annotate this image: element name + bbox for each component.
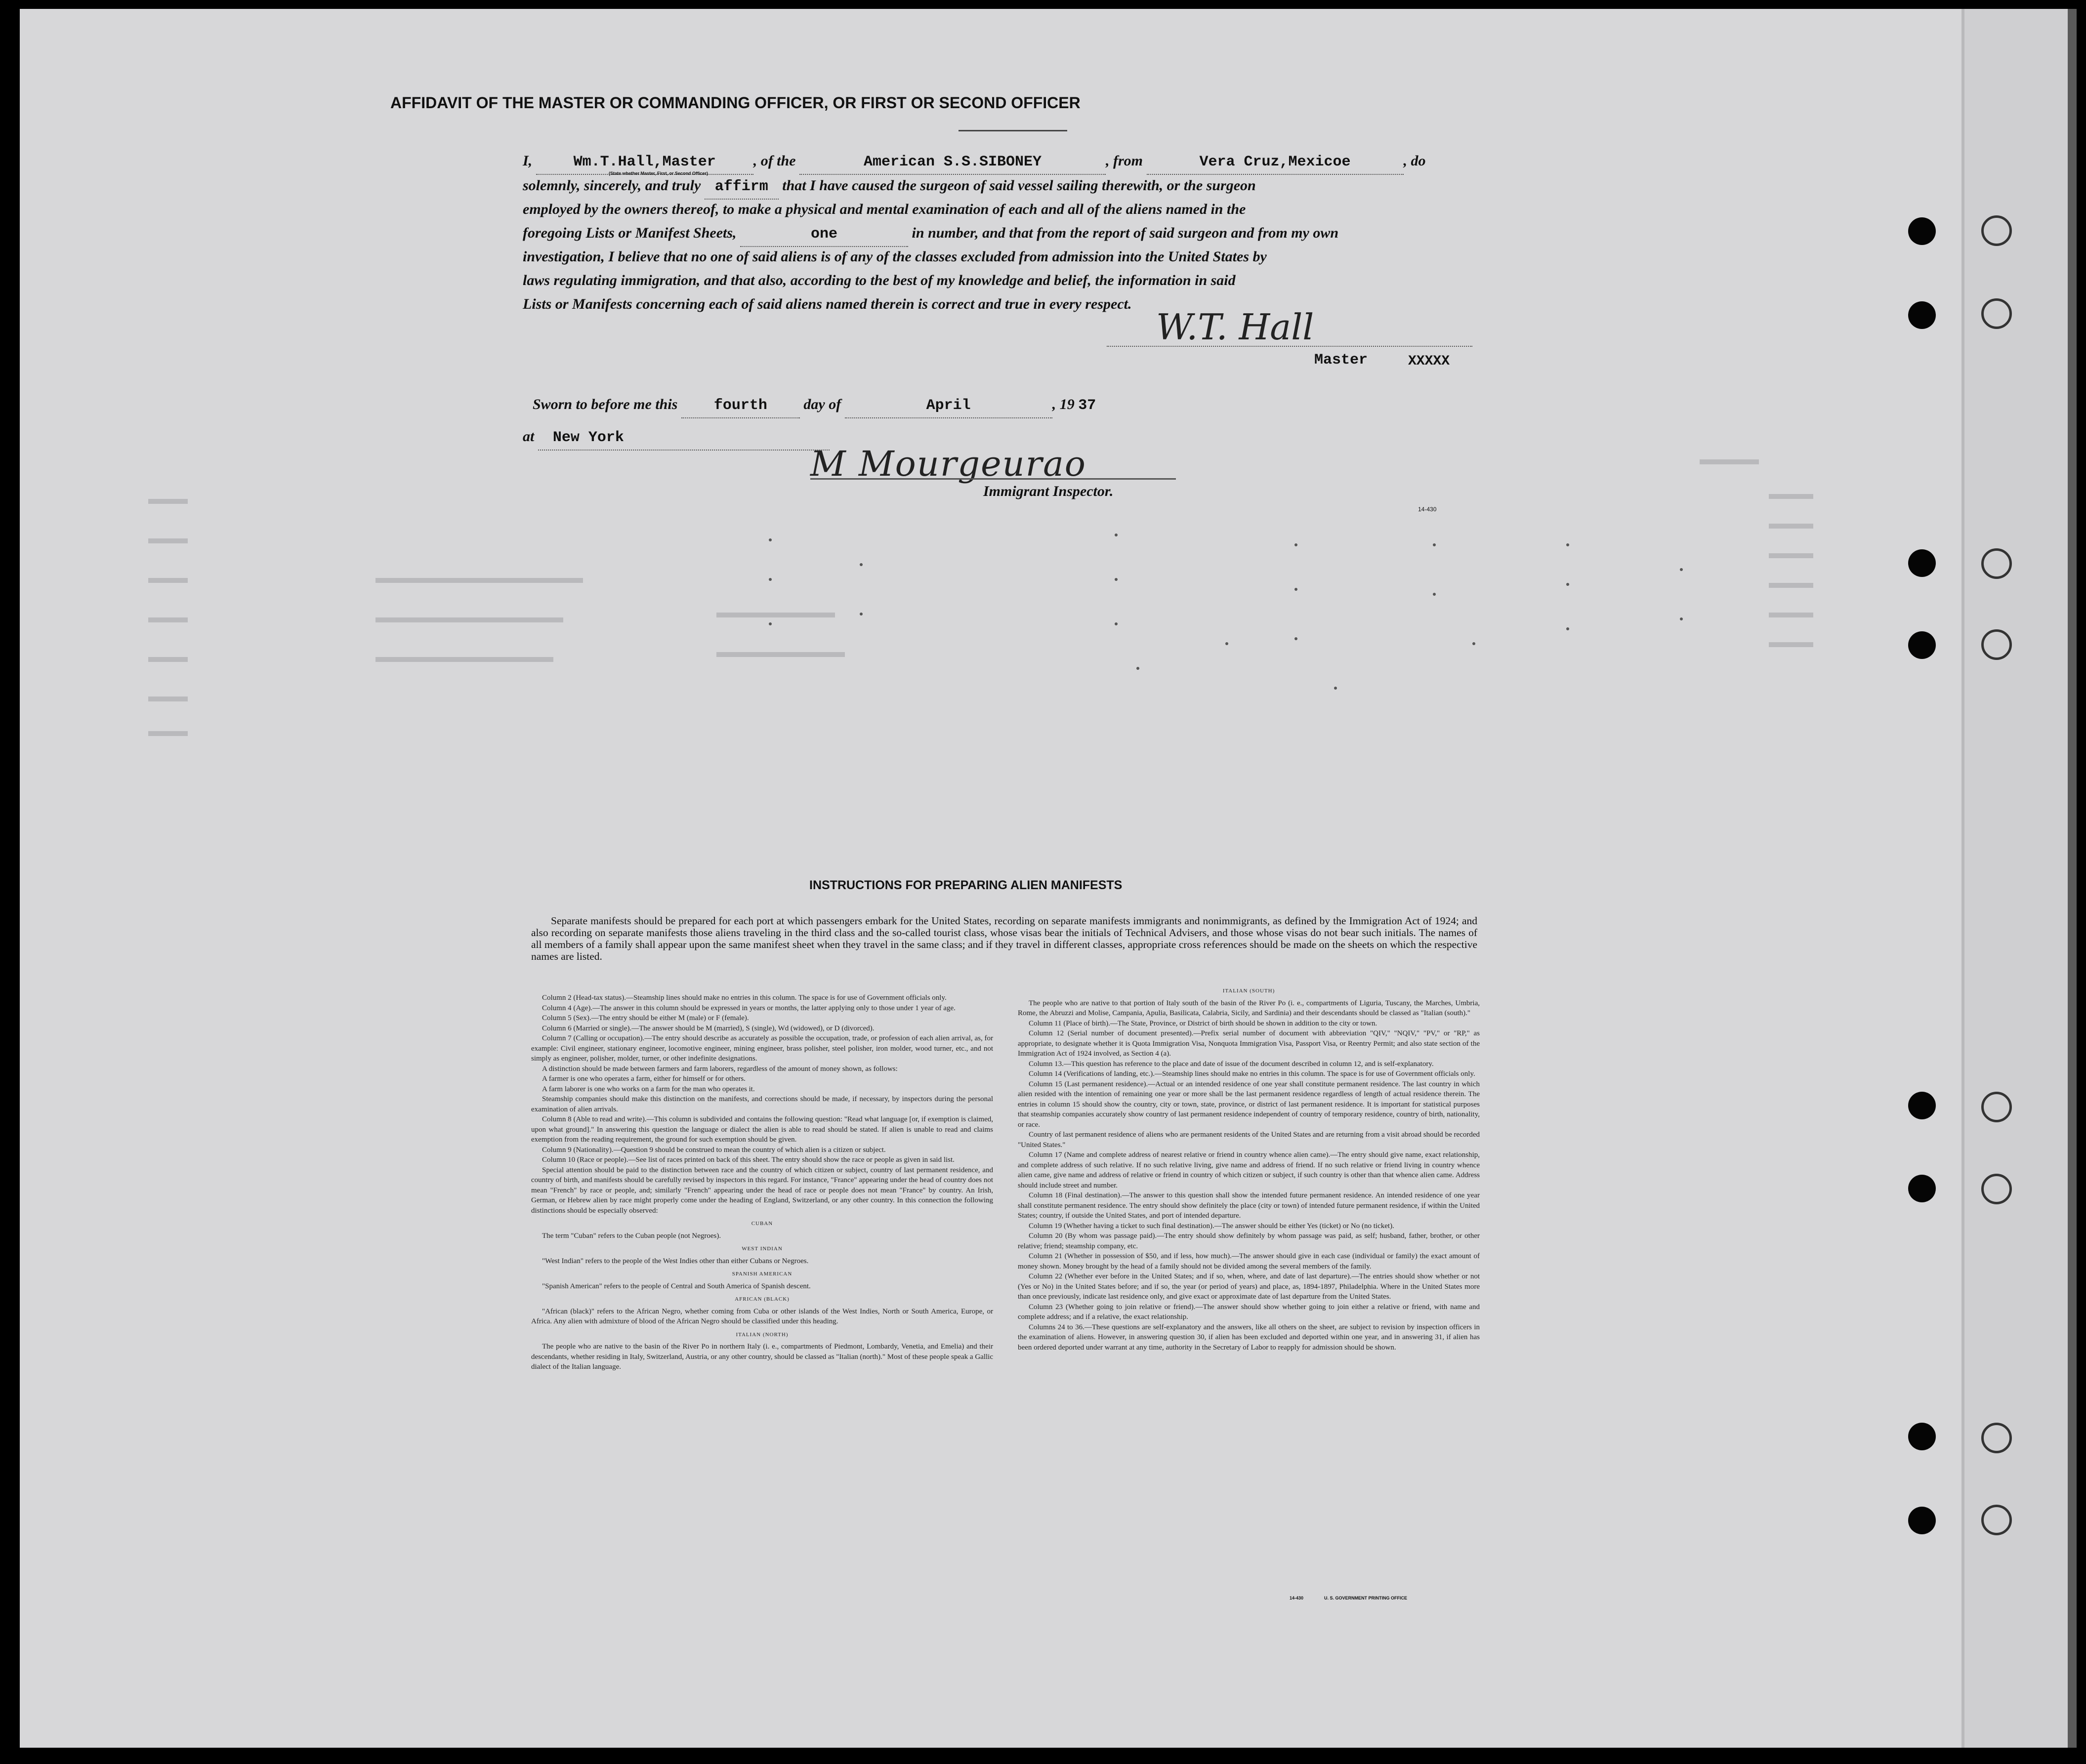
inspector-signature-line [810, 478, 1176, 480]
day-of-label: day of [803, 396, 841, 412]
instruction-paragraph: Column 9 (Nationality).—Question 9 should be construed to mean the country of which alien is a citizen or subject. [542, 1146, 886, 1154]
affidavit-line-4 [523, 221, 1338, 247]
instruction-paragraph: A farm laborer is one who works on a farm for the man who operates it. [542, 1085, 755, 1093]
instruction-paragraph: Column 23 (Whether going to join relative or friend).—The answer should show whether going to join either a relative or friend, with name and complete address; and if a relative, the exact relationship. [1018, 1303, 1480, 1321]
from-label: , from [1106, 153, 1143, 169]
instructions-right-column [1018, 983, 1480, 1353]
section-paragraph: The term "Cuban" refers to the Cuban people (not Negroes). [542, 1231, 721, 1240]
place-line [523, 425, 830, 451]
binder-hole [1908, 301, 1936, 329]
instruction-paragraph: Column 7 (Calling or occupation).—The entry should describe as accurately as possible the occupation, trade, or profession of each alien arrival, as, for example: Civil engineer, stationary engineer, locomotive engineer, mining engineer, brass polisher, steel polisher, iron molder, wood turner, etc., and not simply as engineer, polisher, molder, turner, or other indefinite designations. [531, 1034, 993, 1063]
section-heading: ITALIAN (SOUTH) [1222, 988, 1275, 994]
binder-hole [1981, 1174, 2012, 1204]
binder-hole [1908, 549, 1936, 577]
line-2-start: solemnly, sincerely, and truly [523, 177, 701, 194]
instruction-paragraph: Column 18 (Final destination).—The answer to this question shall show the intended future permanent residence. An intended residence of one year shall constitute permanent residence. The entry should show definitely the place (city or town) of intended future permanent residence, if within the United States; country, if outside the United States, and port of intended departure. [1018, 1191, 1480, 1220]
affidavit-line-7: Lists or Manifests concerning each of said aliens named therein is correct and true in every respect. [523, 296, 1132, 312]
binder-hole [1981, 1505, 2012, 1535]
master-signature: W.T. Hall [1156, 306, 1314, 348]
do-label: , do [1403, 153, 1426, 169]
of-the-label: , of the [753, 153, 796, 169]
inspector-signature: M Mourgeurao [810, 444, 1086, 484]
instruction-paragraph: Special attention should be paid to the distinction between race and the country of which citizen or subject, country of last permanent residence, and country of birth, and manifests should be carefully revised by inspectors in this regard. For instance, "France" appearing under the head of country does not mean "French" by race or people, and; similarly "French" appearing under the head of race or people does not mean "France" by country. An Irish, German, or Hebrew alien by race might properly come under the heading of England, Switzerland, or any other country. In this connection the following distinctions should be especially observed: [531, 1166, 993, 1215]
title-rule [959, 130, 1067, 131]
affirm-field: affirm [705, 175, 779, 200]
affidavit-line-5: investigation, I believe that no one of said aliens is of any of the classes excluded from admission into the United States by [523, 248, 1267, 265]
instruction-paragraph: A farmer is one who operates a farm, either for himself or for others. [542, 1075, 746, 1083]
footer-form-number: 14-430 [1290, 1596, 1304, 1600]
binder-hole [1908, 217, 1936, 245]
line-2-end: that I have caused the surgeon of said vessel sailing therewith, or the surgeon [782, 177, 1256, 194]
instructions-intro: Separate manifests should be prepared for each port at which passengers embark for the United States, recording on separate manifests immigrants and nonimmigrants, as defined by the Immigration Act of 1924; and also recording on separate manifests those aliens traveling in the third class and the so-called tourist class, whose visas bear the initials of Technical Advisers, and those whose visas do not bear such initials. The names of all members of a family shall appear upon the same manifest sheet when they travel in the same class; and if they travel in different classes, appropriate cross references should be made on the sheets on which the respective names are listed. [531, 915, 1477, 962]
instruction-paragraph: A distinction should be made between farmers and farm laborers, regardless of the amount of money shown, as follows: [542, 1065, 898, 1073]
section-heading: SPANISH AMERICAN [732, 1271, 793, 1277]
affidavit-line-6: laws regulating immigration, and that also, according to the best of my knowledge and belief, the information in said [523, 272, 1236, 288]
vessel-field: American S.S.SIBONEY [799, 150, 1106, 175]
rank-caption: (State whether Master, First, or Second Officer) [609, 171, 709, 176]
instruction-paragraph: Column 10 (Race or people).—See list of races printed on back of this sheet. The entry should show the race or people as given in said list. [542, 1156, 955, 1164]
affidavit-title: AFFIDAVIT OF THE MASTER OR COMMANDING OFFICER, OR FIRST OR SECOND OFFICER [390, 94, 1081, 112]
place-field: New York [538, 426, 830, 451]
instruction-paragraph: Column 5 (Sex).—The entry should be either M (male) or F (female). [542, 1014, 749, 1022]
signer-title: Master [1314, 352, 1368, 369]
struck-title: XXXXX [1408, 354, 1450, 369]
departure-port-field: Vera Cruz,Mexicoe [1147, 150, 1404, 175]
instruction-paragraph: Column 20 (By whom was passage paid).—The entry should show definitely by whom passage was paid, as self; husband, father, brother, or other relative; friend; steamship company, etc. [1018, 1232, 1480, 1250]
section-paragraph: "West Indian" refers to the people of the West Indies other than either Cubans or Negroes. [542, 1257, 809, 1265]
sworn-line [533, 393, 1096, 418]
binder-hole [1981, 215, 2012, 246]
binder-hole [1981, 629, 2012, 660]
inspector-title: Immigrant Inspector. [983, 483, 1114, 499]
section-heading: CUBAN [751, 1221, 773, 1227]
instruction-paragraph: Column 12 (Serial number of document presented).—Prefix serial number of document with abbreviation "QIV," "NQIV," "PV," or "RP," as appropriate, to designate whether it is Quota Immigration Visa, Nonquota Immigration Visa, Passport Visa, or Reentry Permit; and also state section of the Immigration Act of 1924 involved, as Section 4 (a). [1018, 1029, 1480, 1058]
instruction-paragraph: Column 6 (Married or single).—The answer should be M (married), S (single), Wd (widowed), or D (divorced). [542, 1024, 875, 1032]
line-4-start: foregoing Lists or Manifest Sheets, [523, 225, 737, 241]
section-paragraph: "Spanish American" refers to the people of Central and South America of Spanish descent. [542, 1282, 811, 1290]
sworn-month-field: April [845, 394, 1052, 418]
binder-hole [1908, 631, 1936, 659]
binder-hole [1981, 1423, 2012, 1453]
instruction-paragraph: Country of last permanent residence of aliens who are permanent residents of the United States and are returning from a visit abroad should be recorded "United States." [1018, 1131, 1480, 1149]
section-paragraph: "African (black)" refers to the African Negro, whether coming from Cuba or other islands of the West Indies, North or South America, Europe, or Africa. Any alien with admixture of blood of the African Negro should be classified under this heading. [531, 1307, 993, 1325]
officer-name-field: Wm.T.Hall,Master [536, 150, 753, 175]
instruction-paragraph: Column 8 (Able to read and write).—This column is subdivided and contains the following question: "Read what language [or, if exemption is claimed, upon what ground]." In answering this question the language or dialect the alien is able to read should be stated. If alien is unable to read and claims exemption from the reading requirement, the ground for such exemption should be given. [531, 1115, 993, 1144]
instruction-paragraph: Column 13.—This question has reference to the place and date of issue of the document described in column 12, and is self-explanatory. [1029, 1060, 1434, 1068]
instruction-paragraph: Column 19 (Whether having a ticket to such final destination).—The answer should be either Yes (ticket) or No (no ticket). [1029, 1222, 1394, 1230]
instruction-paragraph: Column 4 (Age).—The answer in this column should be expressed in years or months, the latter applying only to those under 1 year of age. [542, 1004, 956, 1012]
attached-strip [1961, 9, 2071, 1748]
binder-hole [1981, 548, 2012, 579]
signature-line [1107, 346, 1472, 347]
binder-hole [1908, 1507, 1936, 1534]
binder-hole [1981, 1092, 2012, 1122]
affidavit-line-2 [523, 174, 1256, 200]
instruction-paragraph: Column 11 (Place of birth).—The State, Province, or District of birth should be shown in addition to the city or town. [1029, 1019, 1377, 1027]
sworn-year-field: 37 [1078, 397, 1096, 414]
instruction-paragraph: Column 14 (Verifications of landing, etc.).—Steamship lines should make no entries in this column. The space is for use of Government officials only. [1029, 1070, 1475, 1078]
instruction-paragraph: Column 15 (Last permanent residence).—Actual or an intended residence of one year shall constitute permanent residence. The last country in which alien resided with the intention of remaining one year or more shall be the last permanent residence regardless of length of actual residence therein. The entries in column 15 should show the country, city or town, state, province, or district of last permanent residence. It is important for statistical purposes that steamship companies accurately show country of last permanent residence independent of country of temporary residence, country of birth, nationality, or race. [1018, 1080, 1480, 1129]
instruction-paragraph: Columns 24 to 36.—These questions are self-explanatory and the answers, like all others on the sheet, are subject to revision by inspection officers in the examination of aliens. However, in answering question 30, if alien has been excluded and deported within one year, and in answering 31, if alien has been ordered deported under warrant at any time, authority in the Secretary of Labor to reapply for admission should be shown. [1018, 1323, 1480, 1352]
instruction-paragraph: Column 2 (Head-tax status).—Steamship lines should make no entries in this column. The space is for use of Government officials only. [542, 994, 947, 1002]
binder-hole [1908, 1092, 1936, 1119]
section-heading: AFRICAN (BLACK) [735, 1296, 790, 1302]
section-paragraph: The people who are native to the basin of the River Po in northern Italy (i. e., compartments of Piedmont, Lombardy, Venetia, and Emelia) and their descendants, whether residing in Italy, Switzerland, Austria, or any other country, should be classed as "Italian (north)." Most of these people speak a Gallic dialect of the Italian language. [531, 1343, 993, 1371]
affidavit-line-3: employed by the owners thereof, to make a physical and mental examination of each and all of the aliens named in the [523, 201, 1246, 217]
at-label: at [523, 428, 535, 445]
pronoun-label: I, [523, 153, 533, 169]
sworn-label: Sworn to before me this [533, 396, 678, 412]
binder-hole [1981, 298, 2012, 329]
instruction-paragraph: Column 17 (Name and complete address of nearest relative or friend in country whence alien came).—The entry should give name, exact relationship, and complete address of such relative. If no such relative living, give name and address of friend. If no such relative or friend living in country whence alien came, give name and address of relative or friend in country of which citizen or subject, if such country is other than that whence alien came. Address should include street and number. [1018, 1151, 1480, 1190]
section-heading: WEST INDIAN [742, 1246, 783, 1252]
instruction-paragraph: Column 21 (Whether in possession of $50, and if less, how much).—The answer should give in each case (individual or family) the exact amount of money shown. Money brought by the head of a family should not be divided among the several members of the family. [1018, 1252, 1480, 1271]
year-prefix: , 19 [1052, 396, 1075, 412]
instruction-paragraph: The people who are native to that portion of Italy south of the basin of the River Po (i. e., compartments of Liguria, Tuscany, the Marches, Umbria, Rome, the Abruzzi and Molise, Campania, Apulia, Basilicata, Calabria, Sicily, and Sardinia) and their descendants should be classed as "Italian (south)." [1018, 999, 1480, 1017]
printing-office: U. S. GOVERNMENT PRINTING OFFICE [1324, 1596, 1408, 1600]
section-heading: ITALIAN (NORTH) [736, 1331, 789, 1338]
instruction-paragraph: Column 22 (Whether ever before in the United States; and if so, when, where, and date of last departure).—The entries should show whether or not (Yes or No) in the United States before; and if so, the year (or period of years) and place, as, 1894-1897, Philadelphia. Where in the United States more than once previously, indicate last residence only, and give exact or approximate date of last departure from the United States. [1018, 1272, 1480, 1301]
instruction-paragraph: Steamship companies should make this distinction on the manifests, and corrections should be made, if necessary, by inspectors during the personal examination of alien arrivals. [531, 1095, 993, 1113]
instructions-title: INSTRUCTIONS FOR PREPARING ALIEN MANIFESTS [809, 878, 1123, 892]
instructions-left-column [531, 993, 993, 1372]
line-4-end: in number, and that from the report of said surgeon and from my own [912, 225, 1339, 241]
page-edge [2068, 9, 2077, 1748]
form-number: 14-430 [1418, 506, 1437, 513]
binder-hole [1908, 1423, 1936, 1450]
sworn-day-field: fourth [681, 394, 800, 418]
binder-hole [1908, 1175, 1936, 1202]
sheet-count-field: one [740, 222, 908, 247]
